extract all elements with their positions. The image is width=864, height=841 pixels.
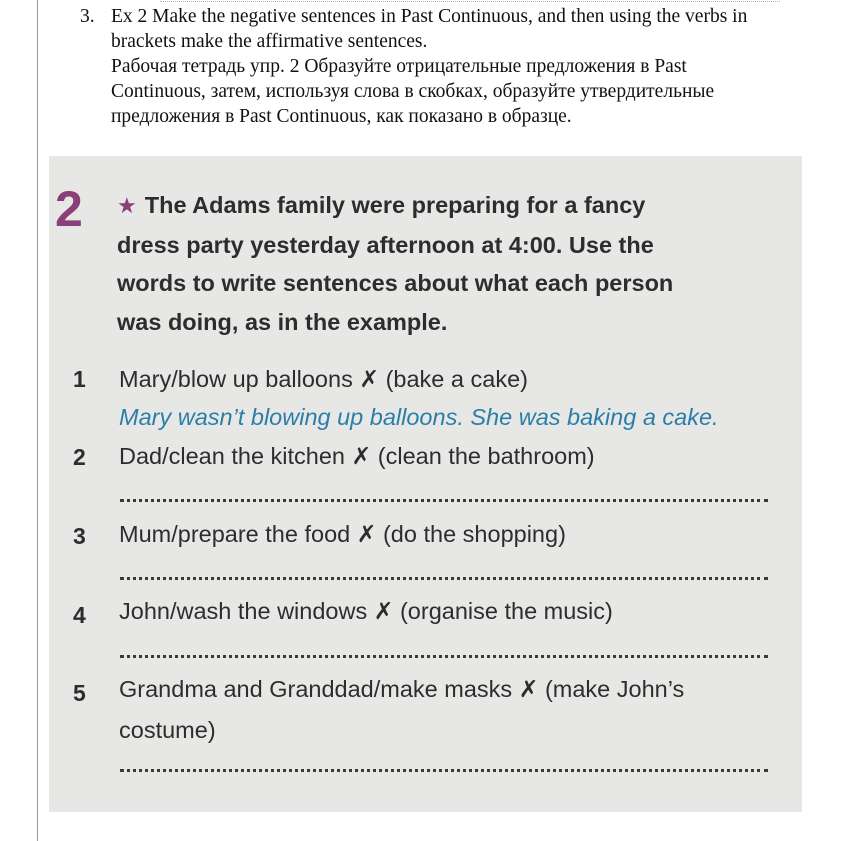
item-5-prompt: Grandma and Granddad/make masks bbox=[119, 676, 513, 702]
cross-icon: ✗ bbox=[373, 598, 394, 624]
workbook-photo bbox=[49, 156, 802, 812]
item-1-hint: (bake a cake) bbox=[385, 366, 528, 392]
item-5-hint: (make John’s bbox=[544, 676, 685, 702]
answer-line-3[interactable] bbox=[120, 577, 768, 580]
cut-off-previous-line bbox=[160, 0, 780, 3]
task-line-ru-1: Рабочая тетрадь упр. 2 Образуйте отрицательные предложения в Past bbox=[111, 56, 687, 77]
item-4-number: 4 bbox=[73, 602, 86, 628]
item-2-hint: (clean the bathroom) bbox=[377, 443, 595, 469]
cross-icon: ✗ bbox=[351, 443, 372, 469]
answer-line-2[interactable] bbox=[120, 499, 768, 502]
item-5-number: 5 bbox=[73, 680, 86, 706]
item-4-prompt: John/wash the windows bbox=[119, 598, 368, 624]
instruction-line-3: words to write sentences about what each person bbox=[117, 270, 674, 296]
item-2-text bbox=[119, 445, 595, 469]
item-3-number: 3 bbox=[73, 523, 86, 549]
task-text bbox=[111, 4, 840, 129]
item-5-continuation: costume) bbox=[119, 717, 216, 743]
task-line-en-1: Ex 2 Make the negative sentences in Past Continuous, and then using the verbs in bbox=[111, 6, 748, 27]
item-3-text bbox=[119, 523, 566, 547]
answer-line-5[interactable] bbox=[120, 769, 768, 772]
item-4-text bbox=[119, 600, 613, 624]
task-number: 3. bbox=[80, 6, 95, 27]
task-line-ru-3: предложения в Past Continuous, как показано в образце. bbox=[111, 106, 572, 127]
task-3 bbox=[80, 4, 840, 129]
item-1-number: 1 bbox=[73, 366, 86, 392]
instruction-line-1-text: The Adams family were preparing for a fancy bbox=[144, 192, 646, 218]
item-2-number: 2 bbox=[73, 444, 86, 470]
task-line-en-2: brackets make the affirmative sentences. bbox=[111, 31, 428, 52]
exercise-number: 2 bbox=[55, 181, 83, 237]
cross-icon: ✗ bbox=[518, 676, 539, 702]
item-1-prompt: Mary/blow up balloons bbox=[119, 366, 353, 392]
example-answer: Mary wasn’t blowing up balloons. She was baking a cake. bbox=[119, 404, 719, 430]
item-1-text bbox=[119, 368, 528, 392]
item-4-hint: (organise the music) bbox=[399, 598, 613, 624]
cross-icon: ✗ bbox=[359, 366, 380, 392]
exercise-instructions bbox=[117, 186, 787, 341]
item-3-prompt: Mum/prepare the food bbox=[119, 521, 351, 547]
instruction-line-1 bbox=[117, 186, 787, 226]
cross-icon: ✗ bbox=[356, 521, 377, 547]
page-left-border bbox=[37, 0, 38, 841]
answer-line-4[interactable] bbox=[120, 655, 768, 658]
item-5-text bbox=[119, 678, 684, 702]
star-icon: ★ bbox=[117, 193, 137, 218]
task-line-ru-2: Continuous, затем, используя слова в скобках, образуйте утвердительные bbox=[111, 81, 715, 102]
instruction-line-4: was doing, as in the example. bbox=[117, 308, 448, 335]
item-3-hint: (do the shopping) bbox=[382, 521, 566, 547]
instruction-line-2: dress party yesterday afternoon at 4:00. Use the bbox=[117, 231, 654, 258]
item-2-prompt: Dad/clean the kitchen bbox=[119, 443, 346, 469]
